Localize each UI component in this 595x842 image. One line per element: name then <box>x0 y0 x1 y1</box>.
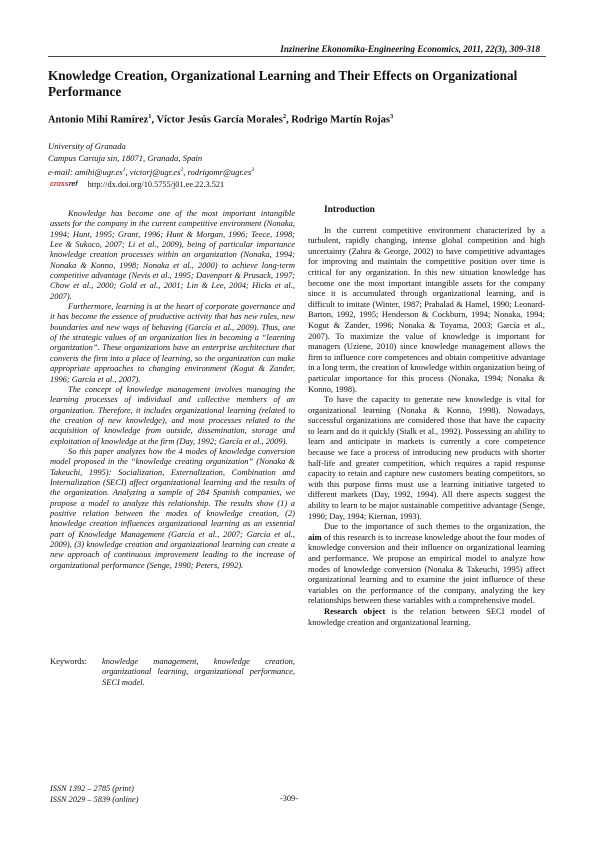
issn-online: ISSN 2029 – 5839 (online) <box>50 794 139 804</box>
author-name: Antonio Mihi Ramírez <box>48 114 149 126</box>
crossref-logo-icon <box>50 181 78 188</box>
doi-line <box>50 180 224 189</box>
abstract-paragraph: Knowledge has become one of the most important intangible assets for the company in the current competitive environment (Nonaka, 1994; Hunt, 1995; Grant, 1996; Hunt & Morgan, 1996; Teece, 1998; Lee & Sukoco, 2007; Li et al., 2009), being of particular importance knowledge creation processes within an organization (Nonaka, 1994; Nonaka & Konno, 1998; Nonaka et al., 2000) to achieve long-term competitive advantage (Nevis et al., 1995; Davenport & Prusack, 1997; Chow et al., 2000; Gold et al., 2001; Lin & Lee, 2004; Hicks et al., 2007). <box>50 208 295 301</box>
email-mark-2: 2 <box>180 167 184 173</box>
abstract <box>50 208 295 570</box>
email-3[interactable]: , rodrigomr@ugr.es <box>183 166 252 177</box>
introduction-heading: Introduction <box>324 205 375 215</box>
university-name: University of Granada <box>48 141 126 151</box>
aim-bold: aim <box>308 531 322 542</box>
journal-citation-header: Inzinerine Ekonomika-Engineering Economics, 2011, 22(3), 309-318 <box>280 44 540 54</box>
email-1[interactable]: e-mail: amihi@ugr.es <box>48 166 123 177</box>
author-affiliation-mark: 1 <box>148 113 152 120</box>
author-name: Rodrigo Martín Rojas <box>291 114 390 126</box>
research-object-text: is the relation between SECI model of knowledge creation and organizational learning. <box>308 605 545 627</box>
abstract-paragraph: Furthermore, learning is at the heart of corporate governance and it has become the essence of productive activity that has new rules, new boundaries and new ways of behaving (García et al., 2009). Thus, one of the strategic values of an organization lies in becoming a “learning organization”. These organizations have an enterprise architecture that converts the firm into a place of learning, so the organization can make appropriate approaches to changing environment (Kogut & Zander, 1996; García et al., 2007). <box>50 301 295 384</box>
keywords-label: Keywords: <box>50 656 88 666</box>
introduction-section <box>308 205 545 627</box>
keywords-block <box>50 656 295 687</box>
author-emails <box>48 164 548 178</box>
doi-link[interactable]: http://dx.doi.org/10.5755/j01.ee.22.3.521 <box>87 180 225 189</box>
article-title: Knowledge Creation, Organizational Learning and Their Effects on Organizational Performance <box>48 68 518 99</box>
issn-print: ISSN 1392 – 2785 (print) <box>50 784 134 793</box>
research-object-bold: Research object <box>324 605 386 616</box>
page-number: -309- <box>280 794 298 803</box>
introduction-paragraph: To have the capacity to generate new knowledge is vital for organizational learning (Nonaka & Konno, 1998). Nowadays, successful organizations are considered those that have the capacity to learn and do it quickly (Stalk et al., 1992). Possessing an ability to learn and anticipate in markets is currently a core competence because we face a process of introducing new products with shorter half-life and greater competition, which requires a rapid response capacity to retain and capture new customers beating competitors, so with this purpose firms must use a learning initiative targeted to different markets (Day, 1992, 1994). All there aspects suggest the ability to learn to be major sustainable competitive advantage (Senge, 1990; Day, 1994; Kiernan, 1993). <box>308 394 545 521</box>
introduction-paragraph-object <box>308 606 545 627</box>
university-address: Campus Cartuja sin, 18071, Granada, Spain <box>48 153 203 163</box>
issn-block <box>50 784 139 805</box>
affiliation-block <box>48 140 548 178</box>
introduction-paragraph: In the current competitive environment characterized by a turbulent, rapidly changing, intense global competition and high uncertainty (Zahra & George, 2002) to have competitive advantages for improving and maintain the competitive position over time is critical for any organization. In this new situation knowledge has become one the most important intangible assets for the company since it is accumulated through organizational learning, and is difficult to imitate (Winter, 1987; Prahalad & Hamel, 1990; Leonard-Barton, 1992, 1995; Henderson & Cockburn, 1994; Nonaka, 1994; Kogut & Zander, 1996; Nonaka & Toyama, 2003; García et al., 2007). To maximize the value of knowledge is important for managers (Uziene, 2010) since knowledge management allows the firm to influence core competences and obtain competitive advantage in a long term, the creation of knowledge within organization being of particular importance for this process (Nonaka, 1994; Nonaka & Konno, 1998). <box>308 224 545 394</box>
author-affiliation-mark: 2 <box>282 113 287 120</box>
email-mark-3: 3 <box>251 167 254 173</box>
author-list: Antonio Mihi Ramírez$^1$, Víctor Jesús García Morales$^2$, Rodrigo Martín Rojas$^3$ <box>48 113 394 126</box>
crossref-logo-suffix: ref <box>68 181 78 188</box>
abstract-paragraph: The concept of knowledge management involves managing the learning processes of individual and collective members of an organization. Therefore, it includes organizational learning (related to the creation of new knowledge), and most processes related to the acquisition of knowledge from outside, dissemination, storage and exploitation of knowledge at the firm (Day, 1992; García et al., 2009). <box>50 383 295 446</box>
email-mark-1: 1 <box>122 167 126 173</box>
crossref-logo-text: cross <box>50 181 69 188</box>
keywords-text: knowledge management, knowledge creation, organizational learning, organizational performance, SECI model. <box>102 656 295 687</box>
author-name: Víctor Jesús García Morales <box>156 114 283 126</box>
aim-text-after: of this research is to increase knowledge about the four modes of knowledge conversion and their influence on organizational learning and performance. We propose an empirical model to analyze how modes of knowledge conversion (Nonaka & Takeuchi, 1995) affect organizational learning and to examine the joint influence of these variables on the performance of the company, analyzing the key relationships between these variables with a comprehensive model. <box>308 531 545 606</box>
introduction-paragraph-aim <box>308 521 545 606</box>
aim-text-before: Due to the importance of such themes to the organization, the <box>324 521 545 532</box>
email-2[interactable]: , victorj@ugr.es <box>125 166 181 177</box>
abstract-paragraph: So this paper analyzes how the 4 modes of knowledge conversion model proposed in the “knowledge creating organization” (Nonaka & Takeuchi, 1995): Socialization, Externalization, Combination and Internalization (SECI) affect organizational learning and the results of the organization. Analyzing a sample of 284 Spanish companies, we propose a model to analyze this relationship. The results show (1) a positive relation between the modes of knowledge creation, (2) knowledge creation influences organizational learning as an essential part of Knowledge Management (García et al., 2007; García et al., 2009), (3) knowledge creation and organizational learning can create a new approach of continuous improvement leading to the increase of organizational performance (Senge, 1990; Peters, 1992). <box>50 445 295 570</box>
header-rule <box>48 56 546 57</box>
author-affiliation-mark: 3 <box>389 113 394 120</box>
